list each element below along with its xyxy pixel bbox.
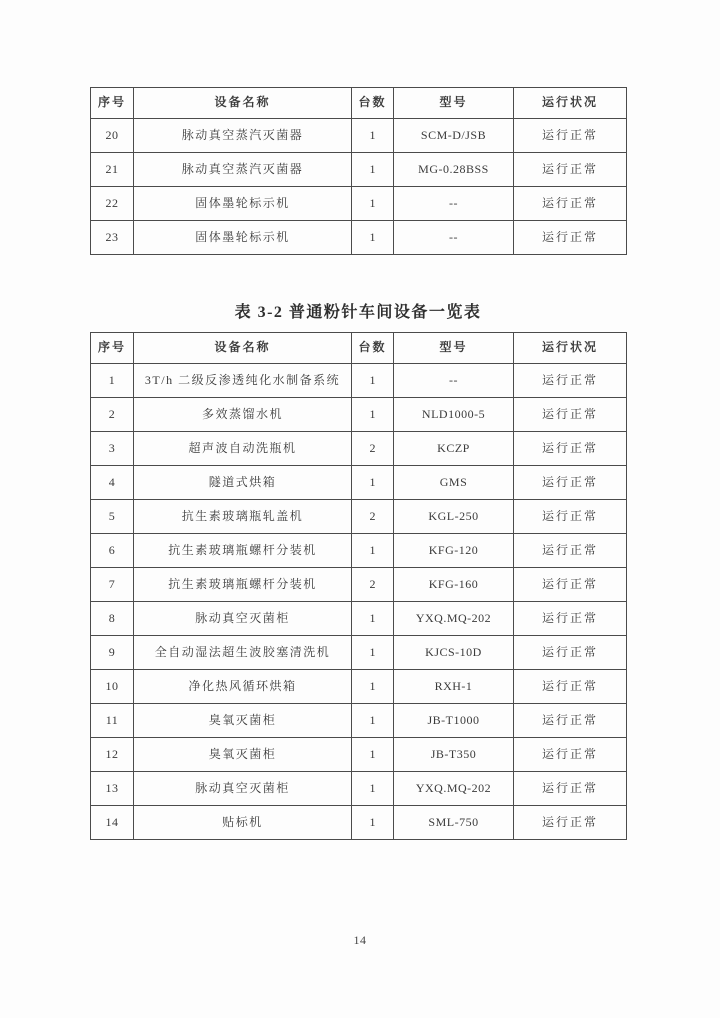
status-cell: 运行正常 — [514, 466, 627, 500]
model-cell: KFG-120 — [394, 534, 514, 568]
row-index-cell: 5 — [91, 500, 134, 534]
model-cell: JB-T350 — [394, 738, 514, 772]
table-header-row — [91, 88, 627, 119]
equipment-name-cell: 多效蒸馏水机 — [134, 398, 352, 432]
equipment-name-cell: 臭氧灭菌柜 — [134, 704, 352, 738]
column-header: 台数 — [352, 88, 394, 119]
status-cell: 运行正常 — [514, 738, 627, 772]
quantity-cell: 1 — [352, 466, 394, 500]
equipment-name-cell: 抗生素玻璃瓶轧盖机 — [134, 500, 352, 534]
quantity-cell: 1 — [352, 670, 394, 704]
status-cell: 运行正常 — [514, 602, 627, 636]
table-row — [91, 500, 627, 534]
table-row — [91, 670, 627, 704]
table-row — [91, 119, 627, 153]
model-cell: YXQ.MQ-202 — [394, 602, 514, 636]
status-cell: 运行正常 — [514, 534, 627, 568]
quantity-cell: 1 — [352, 119, 394, 153]
row-index-cell: 6 — [91, 534, 134, 568]
row-index-cell: 13 — [91, 772, 134, 806]
equipment-name-cell: 脉动真空蒸汽灭菌器 — [134, 153, 352, 187]
table-row — [91, 602, 627, 636]
status-cell: 运行正常 — [514, 119, 627, 153]
model-cell: MG-0.28BSS — [394, 153, 514, 187]
quantity-cell: 1 — [352, 738, 394, 772]
column-header: 序号 — [91, 333, 134, 364]
model-cell: SCM-D/JSB — [394, 119, 514, 153]
quantity-cell: 1 — [352, 187, 394, 221]
equipment-name-cell: 臭氧灭菌柜 — [134, 738, 352, 772]
status-cell: 运行正常 — [514, 806, 627, 840]
row-index-cell: 10 — [91, 670, 134, 704]
table-row — [91, 806, 627, 840]
model-cell: -- — [394, 364, 514, 398]
equipment-name-cell: 脉动真空灭菌柜 — [134, 602, 352, 636]
status-cell: 运行正常 — [514, 398, 627, 432]
table-row — [91, 568, 627, 602]
equipment-name-cell: 固体墨轮标示机 — [134, 187, 352, 221]
table-row — [91, 738, 627, 772]
quantity-cell: 1 — [352, 221, 394, 255]
status-cell: 运行正常 — [514, 636, 627, 670]
table-title: 表 3-2 普通粉针车间设备一览表 — [234, 304, 482, 321]
column-header: 运行状况 — [514, 333, 627, 364]
row-index-cell: 21 — [91, 153, 134, 187]
row-index-cell: 12 — [91, 738, 134, 772]
equipment-name-cell: 超声波自动洗瓶机 — [134, 432, 352, 466]
status-cell: 运行正常 — [514, 432, 627, 466]
equipment-name-cell: 脉动真空灭菌柜 — [134, 772, 352, 806]
table-header-row — [91, 333, 627, 364]
quantity-cell: 1 — [352, 806, 394, 840]
model-cell: KCZP — [394, 432, 514, 466]
quantity-cell: 1 — [352, 704, 394, 738]
equipment-name-cell: 脉动真空蒸汽灭菌器 — [134, 119, 352, 153]
equipment-table-continuation — [90, 87, 627, 255]
row-index-cell: 11 — [91, 704, 134, 738]
table-row — [91, 364, 627, 398]
status-cell: 运行正常 — [514, 772, 627, 806]
column-header: 型号 — [394, 333, 514, 364]
table-row — [91, 221, 627, 255]
table-row — [91, 466, 627, 500]
row-index-cell: 22 — [91, 187, 134, 221]
table-row — [91, 772, 627, 806]
equipment-name-cell: 隧道式烘箱 — [134, 466, 352, 500]
column-header: 台数 — [352, 333, 394, 364]
model-cell: KGL-250 — [394, 500, 514, 534]
row-index-cell: 23 — [91, 221, 134, 255]
quantity-cell: 2 — [352, 432, 394, 466]
status-cell: 运行正常 — [514, 704, 627, 738]
status-cell: 运行正常 — [514, 187, 627, 221]
status-cell: 运行正常 — [514, 221, 627, 255]
page-number: 14 — [353, 933, 367, 947]
status-cell: 运行正常 — [514, 153, 627, 187]
row-index-cell: 14 — [91, 806, 134, 840]
table-row — [91, 534, 627, 568]
quantity-cell: 1 — [352, 364, 394, 398]
quantity-cell: 1 — [352, 398, 394, 432]
column-header: 运行状况 — [514, 88, 627, 119]
model-cell: KFG-160 — [394, 568, 514, 602]
table-row — [91, 398, 627, 432]
row-index-cell: 3 — [91, 432, 134, 466]
model-cell: NLD1000-5 — [394, 398, 514, 432]
quantity-cell: 1 — [352, 534, 394, 568]
column-header: 序号 — [91, 88, 134, 119]
model-cell: JB-T1000 — [394, 704, 514, 738]
table-row — [91, 704, 627, 738]
equipment-name-cell: 净化热风循环烘箱 — [134, 670, 352, 704]
table-row — [91, 432, 627, 466]
quantity-cell: 1 — [352, 772, 394, 806]
equipment-name-cell: 固体墨轮标示机 — [134, 221, 352, 255]
row-index-cell: 1 — [91, 364, 134, 398]
quantity-cell: 1 — [352, 602, 394, 636]
equipment-name-cell: 抗生素玻璃瓶螺杆分装机 — [134, 568, 352, 602]
equipment-name-cell: 全自动湿法超生波胶塞清洗机 — [134, 636, 352, 670]
model-cell: -- — [394, 187, 514, 221]
model-cell: SML-750 — [394, 806, 514, 840]
model-cell: GMS — [394, 466, 514, 500]
equipment-name-cell: 3T/h 二级反渗透纯化水制备系统 — [134, 364, 352, 398]
column-header: 设备名称 — [134, 88, 352, 119]
quantity-cell: 2 — [352, 500, 394, 534]
status-cell: 运行正常 — [514, 568, 627, 602]
row-index-cell: 4 — [91, 466, 134, 500]
quantity-cell: 1 — [352, 636, 394, 670]
row-index-cell: 8 — [91, 602, 134, 636]
equipment-name-cell: 贴标机 — [134, 806, 352, 840]
model-cell: YXQ.MQ-202 — [394, 772, 514, 806]
column-header: 型号 — [394, 88, 514, 119]
row-index-cell: 9 — [91, 636, 134, 670]
model-cell: KJCS-10D — [394, 636, 514, 670]
status-cell: 运行正常 — [514, 670, 627, 704]
row-index-cell: 7 — [91, 568, 134, 602]
equipment-name-cell: 抗生素玻璃瓶螺杆分装机 — [134, 534, 352, 568]
row-index-cell: 20 — [91, 119, 134, 153]
quantity-cell: 1 — [352, 153, 394, 187]
row-index-cell: 2 — [91, 398, 134, 432]
table-row — [91, 636, 627, 670]
table-row — [91, 153, 627, 187]
column-header: 设备名称 — [134, 333, 352, 364]
quantity-cell: 2 — [352, 568, 394, 602]
model-cell: RXH-1 — [394, 670, 514, 704]
status-cell: 运行正常 — [514, 364, 627, 398]
status-cell: 运行正常 — [514, 500, 627, 534]
equipment-table-3-2 — [90, 332, 627, 840]
table-row — [91, 187, 627, 221]
model-cell: -- — [394, 221, 514, 255]
